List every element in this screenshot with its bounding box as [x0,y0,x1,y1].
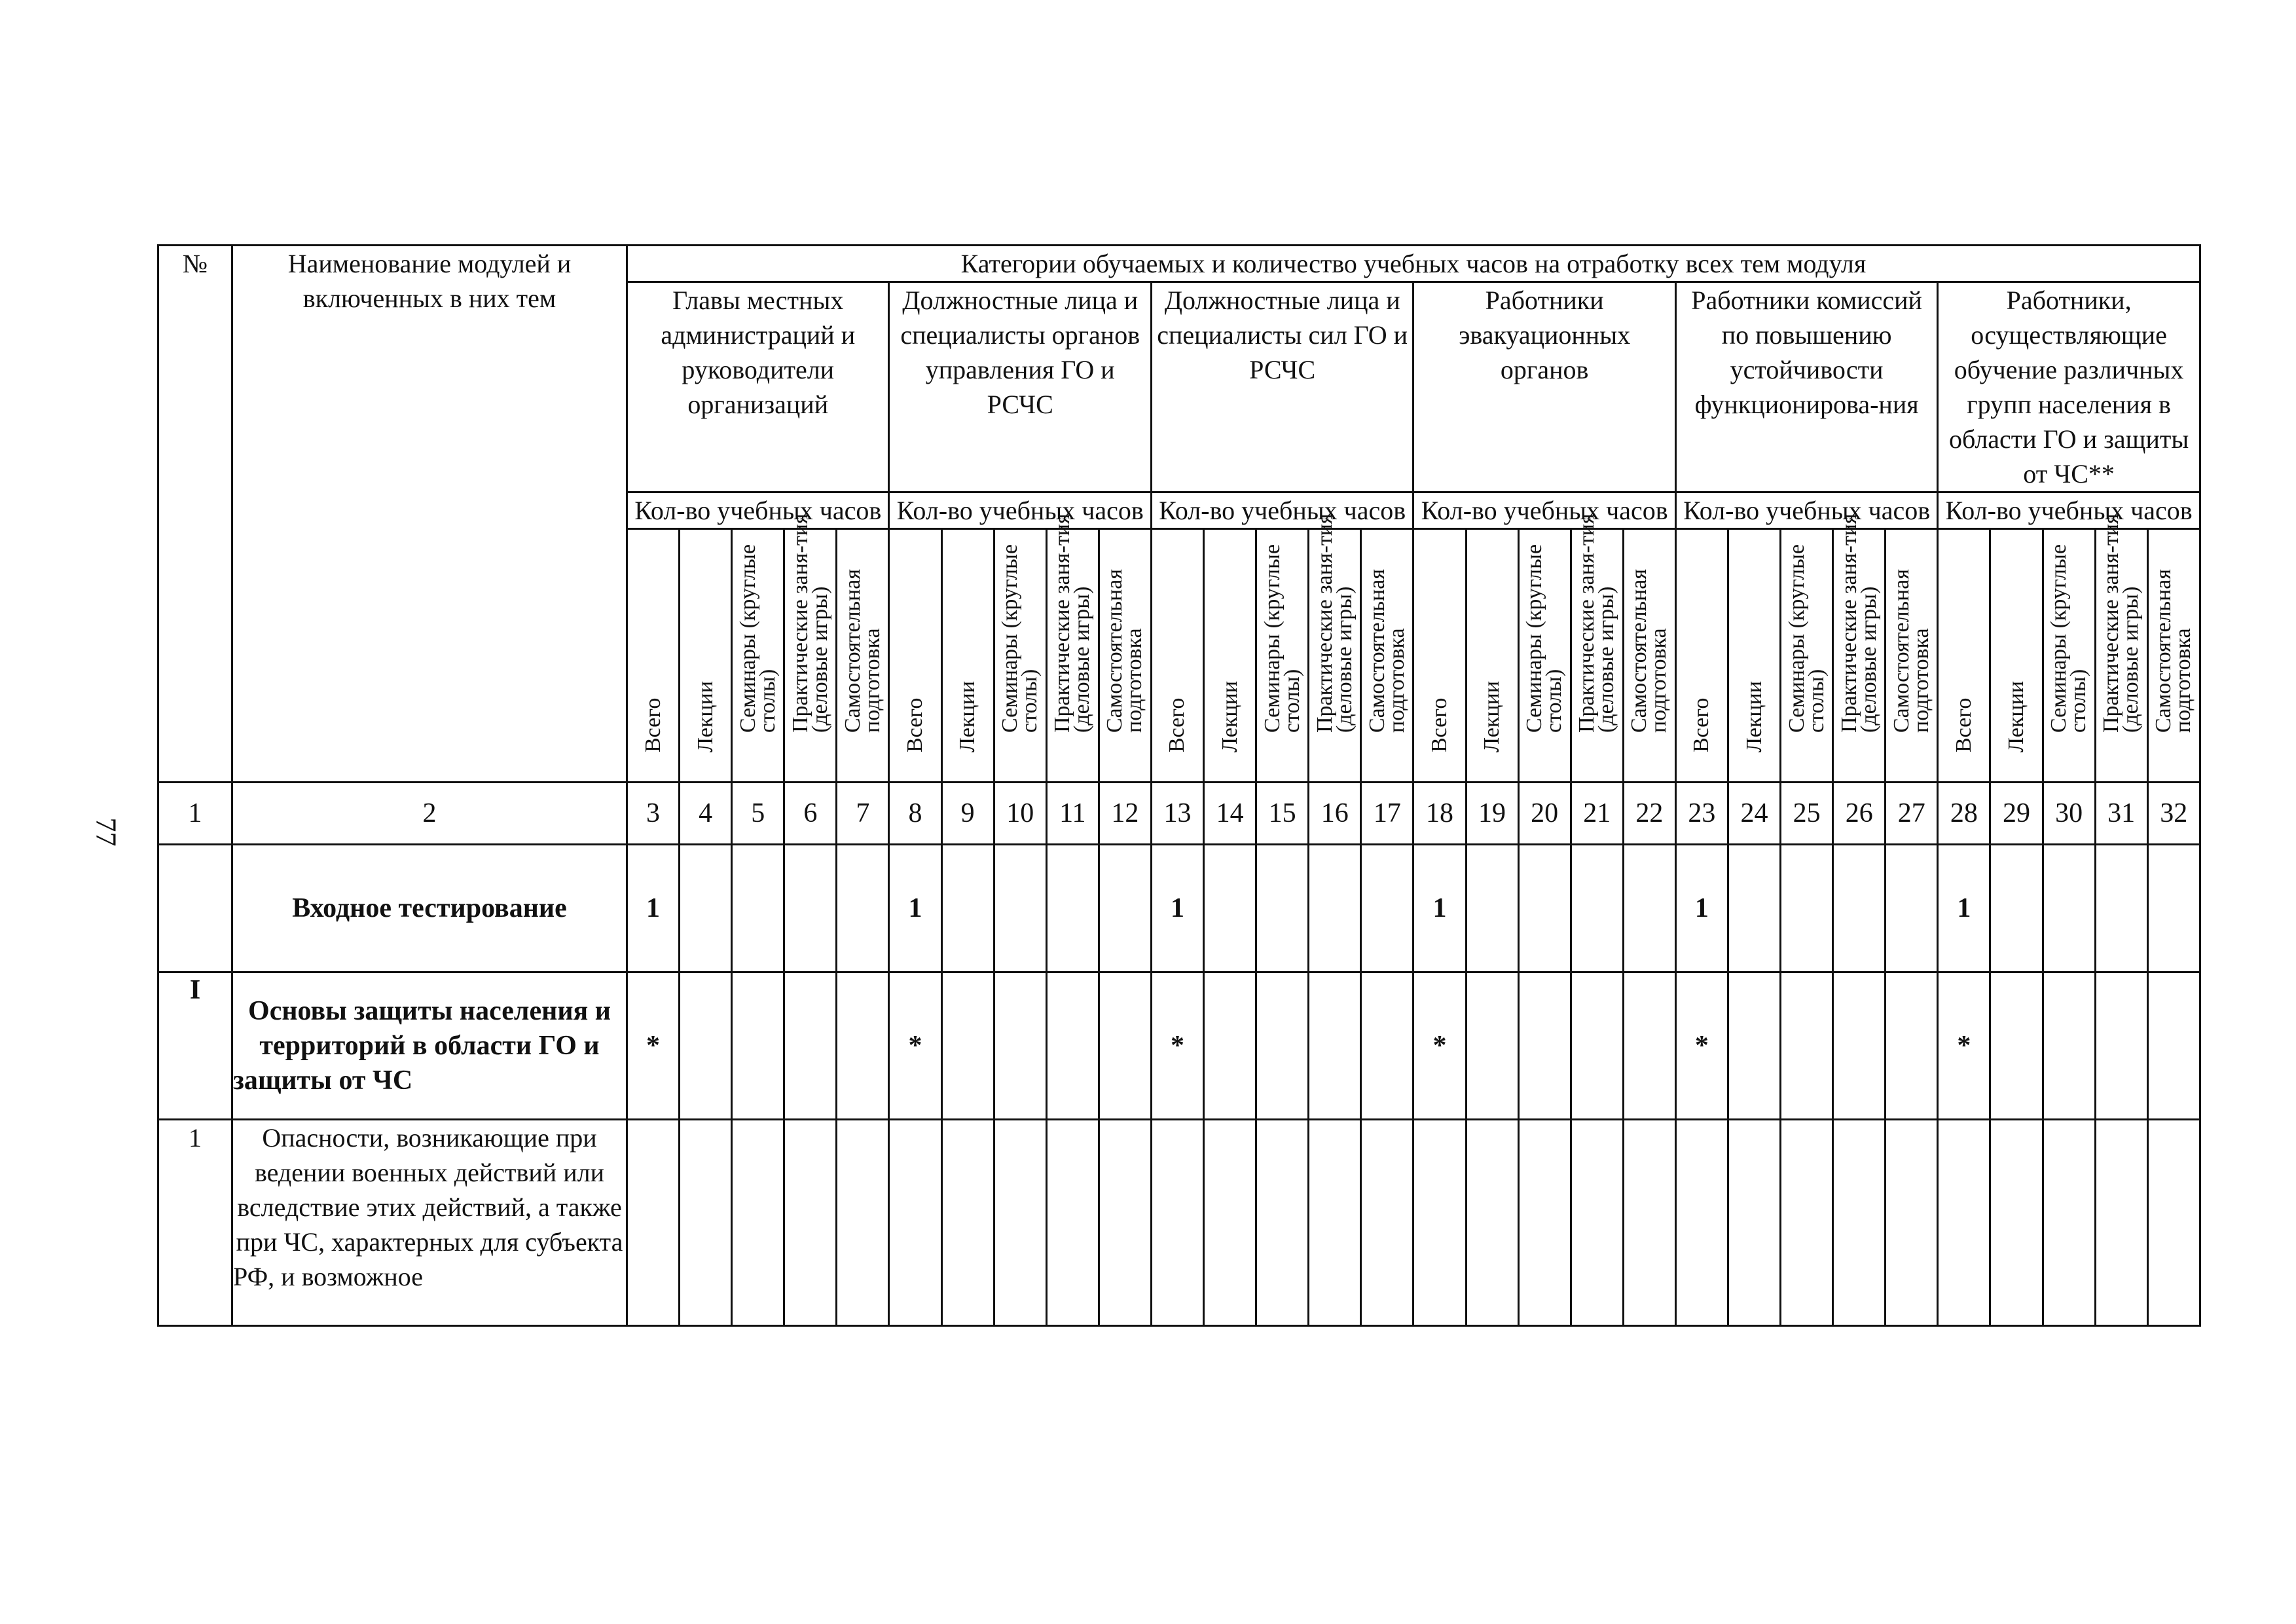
subcol-label: Всего [1689,697,1714,752]
subcol-label: Всего [1951,697,1976,752]
subcol-practical [1309,513,1361,783]
subcol-self [1886,529,1938,783]
hours-label: Кол-во учебных часов [889,492,1151,529]
colnum: 19 [1466,783,1518,845]
table-row-entry-test [158,845,2200,972]
subcol-label: Лекции [955,680,980,752]
subcol-label: Практические заня-тия (деловые игры) [1050,513,1095,733]
subcol-label: Самостоятельная подготовка [1102,569,1147,733]
subcol-practical [784,513,837,783]
subcol-seminars [732,529,784,783]
subcol-label: Практические заня-тия (деловые игры) [788,513,832,733]
hours-label: Кол-во учебных часов [1151,492,1413,529]
colnum: 25 [1781,783,1833,845]
colnum: 8 [889,783,941,845]
hours-label: Кол-во учебных часов [1938,492,2200,529]
colnum: 31 [2095,783,2147,845]
subcol-label: Самостоятельная подготовка [1627,569,1671,733]
subcol-label: Практические заня-тия (деловые игры) [1575,513,1619,733]
categories-header: Категории обучаемых и количество учебных часов на отработку всех тем модуля [627,246,2200,282]
cell-total: 1 [1151,845,1203,972]
column-number-row [158,783,2200,845]
cell-total: * [1151,972,1203,1120]
subcol-label: Самостоятельная подготовка [2151,569,2196,733]
colnum: 28 [1938,783,1990,845]
cell-total: 1 [1938,845,1990,972]
table-row-module-1 [158,972,2200,1120]
subcol-seminars [994,529,1046,783]
category-evacuation: Работники эвакуационных органов [1413,282,1675,492]
header-row-1 [158,246,2200,282]
curriculum-table [157,244,2201,1327]
row-name: Входное тестирование [232,845,627,972]
colnum: 1 [158,783,232,845]
hours-label: Кол-во учебных часов [627,492,889,529]
category-trainers: Работники, осуществляющие обучение различных групп населения в области ГО и защиты от ЧС** [1938,282,2200,492]
colnum: 32 [2147,783,2200,845]
subcol-lectures [1466,529,1518,783]
row-index: I [158,972,232,1120]
hours-label: Кол-во учебных часов [1675,492,1937,529]
colnum: 12 [1099,783,1151,845]
colnum: 10 [994,783,1046,845]
subcol-label: Практические заня-тия (деловые игры) [1836,513,1881,733]
row-index: 1 [158,1120,232,1326]
subcol-self [1099,529,1151,783]
subcol-total [1151,529,1203,783]
subcol-lectures [941,529,994,783]
subcol-practical [1833,513,1886,783]
colnum: 22 [1623,783,1675,845]
colnum: 21 [1571,783,1623,845]
category-management: Должностные лица и специалисты органов управления ГО и РСЧС [889,282,1151,492]
subcol-self [1361,529,1413,783]
subcol-label: Всего [640,697,665,752]
colnum: 15 [1256,783,1309,845]
cell-total: * [627,972,680,1120]
subcol-label: Лекции [693,680,718,752]
colnum: 14 [1204,783,1256,845]
subcol-label: Всего [903,697,928,752]
subcol-label: Семинары (круглые столы) [735,544,780,733]
subcol-label: Практические заня-тия (деловые игры) [1312,513,1357,733]
colnum: 6 [784,783,837,845]
colnum: 26 [1833,783,1886,845]
subcol-seminars [1256,529,1309,783]
num-header: № [158,246,232,783]
colnum: 24 [1728,783,1780,845]
colnum: 16 [1309,783,1361,845]
colnum: 7 [837,783,889,845]
cell-total: * [1675,972,1728,1120]
subcol-total [1675,529,1728,783]
colnum: 30 [2043,783,2095,845]
subcol-self [837,529,889,783]
subcol-practical [2095,513,2147,783]
name-header: Наименование модулей и включенных в них тем [232,246,627,783]
subcol-total [1413,529,1466,783]
subcol-label: Практические заня-тия (деловые игры) [2099,513,2143,733]
subcol-label: Семинары (круглые столы) [1260,544,1304,733]
colnum: 13 [1151,783,1203,845]
subcol-label: Лекции [1741,680,1766,752]
colnum: 23 [1675,783,1728,845]
subcol-total [1938,529,1990,783]
cell-total: 1 [1413,845,1466,972]
subcol-lectures [680,529,732,783]
subcol-label: Лекции [1480,680,1504,752]
hours-label: Кол-во учебных часов [1413,492,1675,529]
subcol-label: Семинары (круглые столы) [1522,544,1567,733]
colnum: 18 [1413,783,1466,845]
subcol-label: Самостоятельная подготовка [1889,569,1933,733]
subcol-label: Семинары (круглые столы) [1784,544,1829,733]
cell-total: 1 [889,845,941,972]
subcol-label: Самостоятельная подготовка [840,569,884,733]
colnum: 27 [1886,783,1938,845]
row-index [158,845,232,972]
cell-total: * [889,972,941,1120]
colnum: 2 [232,783,627,845]
subcol-lectures [1728,529,1780,783]
row-name: Опасности, возникающие при ведении военных действий или вследствие этих действий, а также при ЧС, характерных для субъекта РФ, и возможное [232,1120,627,1326]
cell-total: 1 [627,845,680,972]
category-heads: Главы местных администраций и руководители организаций [627,282,889,492]
subcol-lectures [1990,529,2043,783]
colnum: 29 [1990,783,2043,845]
subcol-total [627,529,680,783]
cell-total: * [1938,972,1990,1120]
subcol-seminars [1781,529,1833,783]
page-number: 77 [90,817,122,847]
colnum: 4 [680,783,732,845]
colnum: 17 [1361,783,1413,845]
subcol-self [2147,529,2200,783]
cell-total: * [1413,972,1466,1120]
cell-total: 1 [1675,845,1728,972]
colnum: 9 [941,783,994,845]
subcol-label: Всего [1427,697,1451,752]
subcol-practical [1571,513,1623,783]
subcol-practical [1046,513,1099,783]
colnum: 20 [1518,783,1571,845]
colnum: 11 [1046,783,1099,845]
subcol-label: Самостоятельная подготовка [1364,569,1409,733]
colnum: 3 [627,783,680,845]
subcol-lectures [1204,529,1256,783]
category-forces: Должностные лица и специалисты сил ГО и РСЧС [1151,282,1413,492]
colnum: 5 [732,783,784,845]
subcol-label: Семинары (круглые столы) [2047,544,2091,733]
subcol-self [1623,529,1675,783]
subcol-label: Лекции [1217,680,1242,752]
subcol-label: Всего [1165,697,1190,752]
table-row-topic-1 [158,1120,2200,1326]
subcol-label: Лекции [2003,680,2028,752]
subcol-total [889,529,941,783]
category-stability: Работники комиссий по повышению устойчивости функционирова-ния [1675,282,1937,492]
subcol-seminars [1518,529,1571,783]
row-name: Основы защиты населения и территорий в области ГО и защиты от ЧС [232,972,627,1120]
subcol-label: Семинары (круглые столы) [998,544,1042,733]
subcol-seminars [2043,529,2095,783]
